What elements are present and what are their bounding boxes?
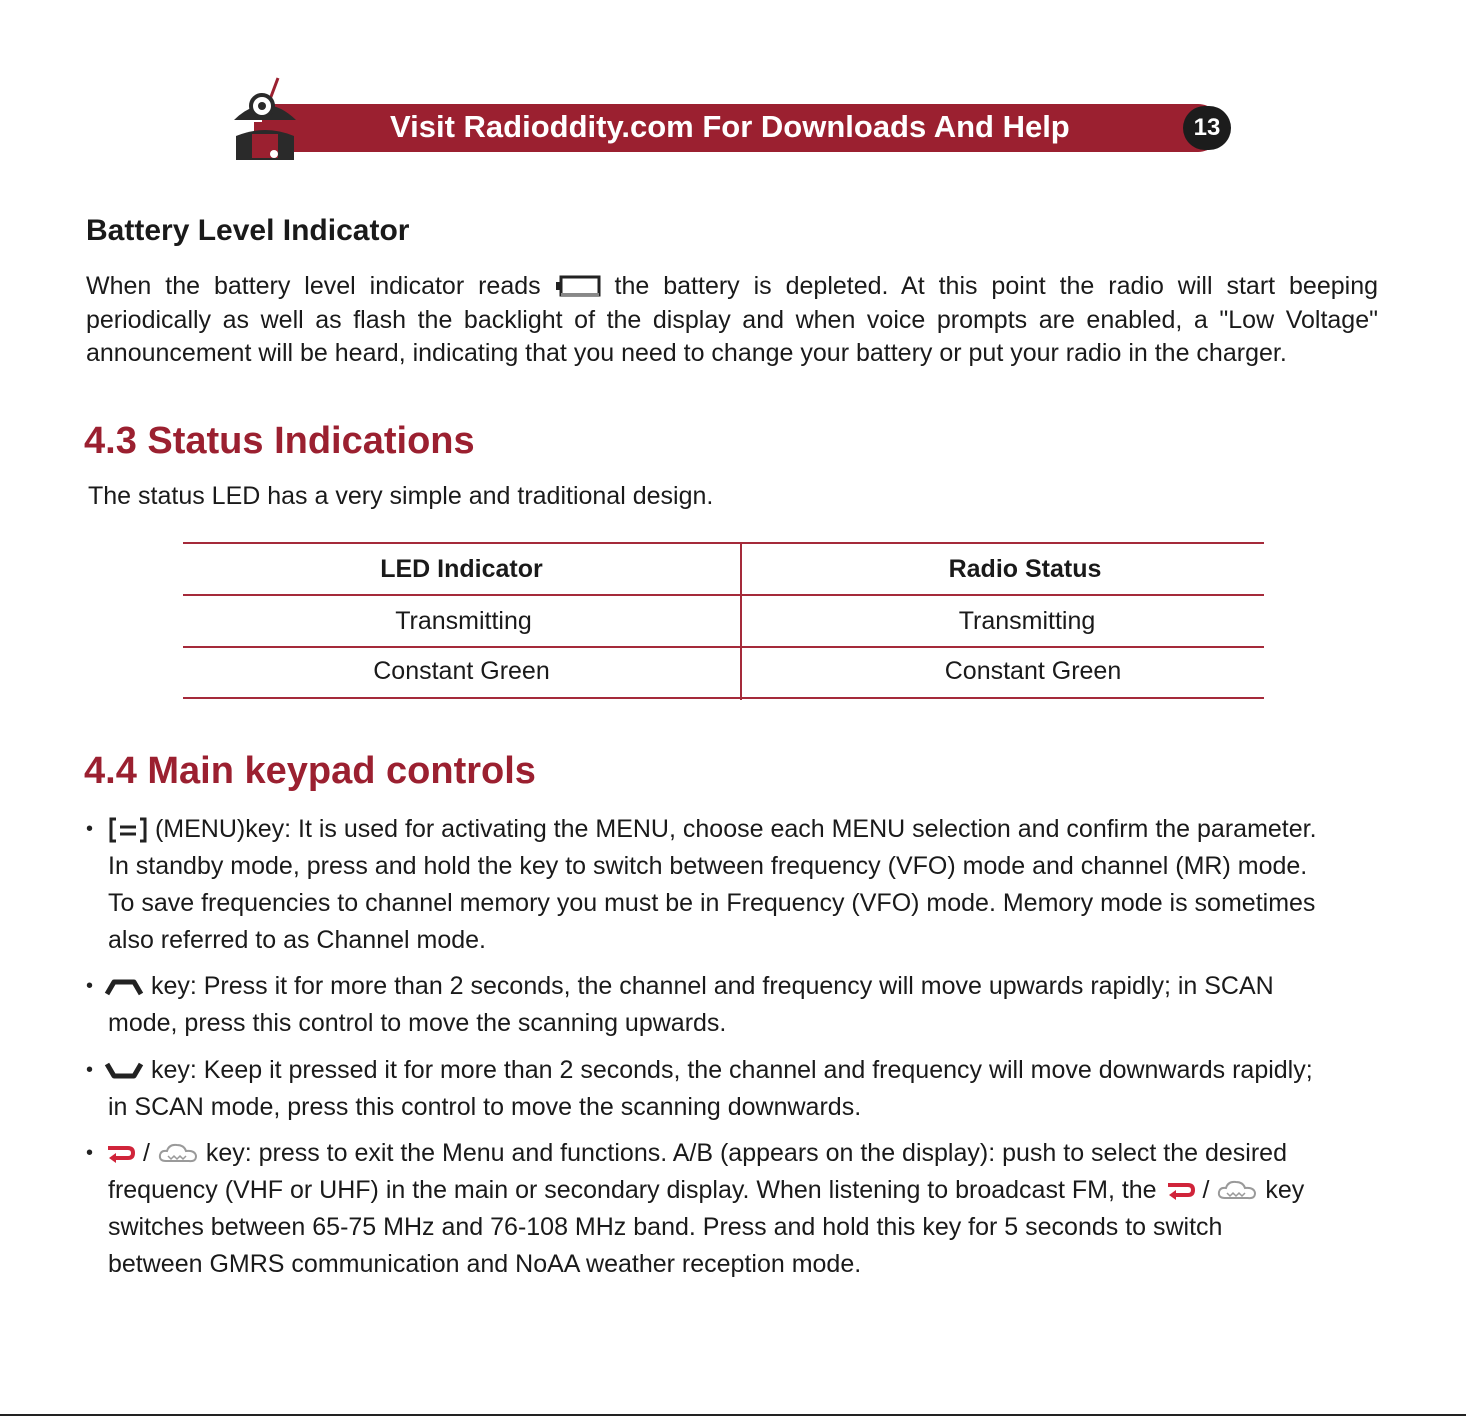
table-cell: Constant Green bbox=[373, 657, 550, 685]
exit-line-2 bbox=[108, 1174, 1304, 1207]
table-cell: Transmitting bbox=[958, 607, 1096, 635]
status-table bbox=[183, 542, 1264, 700]
battery-line-1 bbox=[86, 270, 1378, 304]
exit-arrow-icon bbox=[1164, 1179, 1196, 1203]
table-cell: Constant Green bbox=[944, 657, 1122, 685]
status-title: 4.3 Status Indications bbox=[84, 420, 475, 462]
banner-text: Visit Radioddity.com For Downloads And Help bbox=[390, 109, 1070, 144]
battery-line1-post: the battery is depleted. At this point the radio will start beeping bbox=[614, 272, 1379, 300]
bullet: • bbox=[86, 1059, 94, 1081]
weather-cloud-icon bbox=[1216, 1178, 1258, 1204]
menu-line-1 bbox=[108, 813, 1317, 846]
bullet: • bbox=[86, 818, 94, 840]
bottom-rule bbox=[0, 1414, 1466, 1416]
exit-arrow-icon bbox=[104, 1142, 136, 1166]
battery-line-2: periodically as well as flash the backlight of the display and when voice prompts are enabled, a "Low Voltage" bbox=[86, 305, 1378, 334]
down-text-1: key: Keep it pressed it for more than 2 seconds, the channel and frequency will move downwards rapidly; bbox=[150, 1056, 1313, 1084]
menu-line-2: In standby mode, press and hold the key to switch between frequency (VFO) mode and channel (MR) mode. bbox=[108, 852, 1308, 880]
battery-empty-icon bbox=[555, 275, 601, 299]
exit-separator: / bbox=[142, 1139, 150, 1167]
up-key-icon bbox=[104, 976, 144, 998]
status-intro: The status LED has a very simple and traditional design. bbox=[88, 482, 714, 510]
table-header-led: LED Indicator bbox=[380, 555, 543, 583]
battery-title: Battery Level Indicator bbox=[86, 214, 410, 247]
menu-line-4: also referred to as Channel mode. bbox=[108, 926, 486, 954]
table-header-status: Radio Status bbox=[948, 555, 1102, 583]
down-key-icon bbox=[104, 1060, 144, 1082]
exit-separator: / bbox=[1202, 1176, 1210, 1204]
bullet: • bbox=[86, 1142, 94, 1164]
keypad-title: 4.4 Main keypad controls bbox=[84, 750, 536, 792]
mascot-logo-icon bbox=[228, 76, 302, 166]
down-line-2: in SCAN mode, press this control to move the scanning downwards. bbox=[108, 1093, 862, 1121]
exit-text-2-pre: frequency (VHF or UHF) in the main or secondary display. When listening to broadcast FM, the bbox=[108, 1176, 1157, 1204]
battery-line1-pre: When the battery level indicator reads bbox=[86, 272, 541, 300]
exit-line-1 bbox=[104, 1137, 1287, 1170]
up-text-1: key: Press it for more than 2 seconds, the channel and frequency will move upwards rapidly; in SCAN bbox=[150, 972, 1274, 1000]
battery-line-3: announcement will be heard, indicating that you need to change your battery or put your radio in the charger. bbox=[86, 339, 1287, 367]
exit-line-4: between GMRS communication and NoAA weather reception mode. bbox=[108, 1250, 862, 1278]
exit-text-1: key: press to exit the Menu and functions. A/B (appears on the display): push to select the desired bbox=[205, 1139, 1287, 1167]
up-line-1 bbox=[104, 970, 1274, 1003]
menu-line-3: To save frequencies to channel memory you must be in Frequency (VFO) mode. Memory mode is sometimes bbox=[108, 889, 1316, 917]
down-line-1 bbox=[104, 1054, 1313, 1087]
bullet: • bbox=[86, 975, 94, 997]
up-line-2: mode, press this control to move the scanning upwards. bbox=[108, 1009, 727, 1037]
weather-cloud-icon bbox=[157, 1141, 199, 1167]
exit-text-2-post: key bbox=[1265, 1176, 1305, 1204]
menu-key-icon bbox=[108, 816, 148, 844]
table-rule bbox=[183, 697, 1264, 699]
exit-line-3: switches between 65-75 MHz and 76-108 MHz band. Press and hold this key for 5 seconds to switch bbox=[108, 1213, 1223, 1241]
page-number: 13 bbox=[1183, 106, 1231, 150]
menu-text-1: (MENU)key: It is used for activating the MENU, choose each MENU selection and confirm the parameter. bbox=[154, 815, 1317, 843]
table-cell: Transmitting bbox=[395, 607, 532, 635]
battery-paragraph bbox=[86, 270, 1378, 371]
